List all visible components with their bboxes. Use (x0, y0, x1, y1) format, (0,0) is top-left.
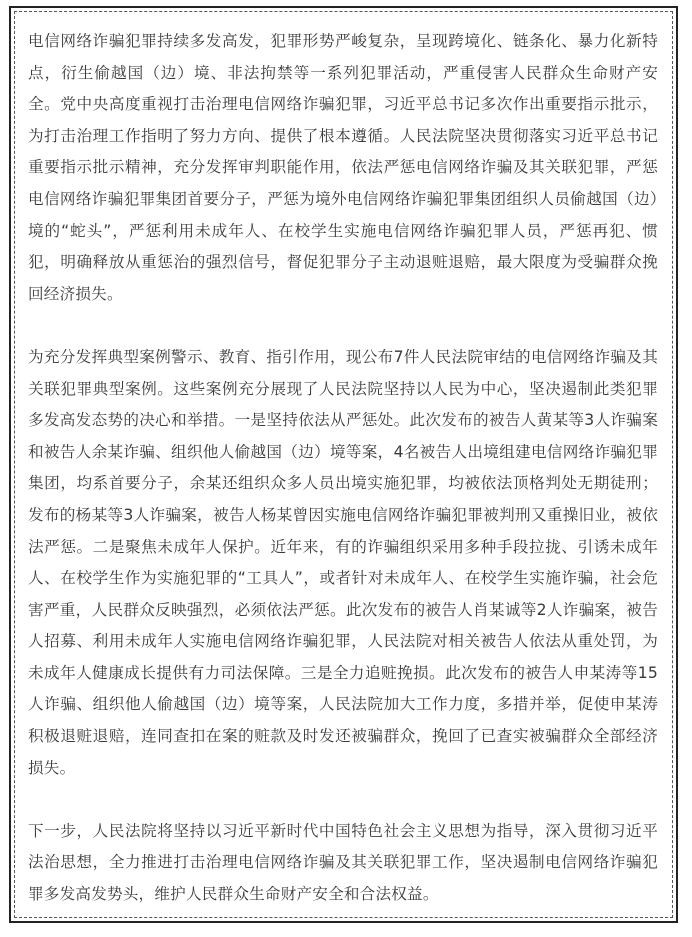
outer-border-frame (9, 6, 678, 923)
paragraph-3: 下一步，人民法院将坚持以习近平新时代中国特色社会主义思想为指导，深入贯彻习近平法治思想，全力推进打击治理电信网络诈骗及其关联犯罪工作，坚决遏制电信网络诈骗犯罪多发高发势头，维护人民群众生命财产安全和合法权益。 (28, 821, 658, 904)
paragraph-1: 电信网络诈骗犯罪持续多发高发，犯罪形势严峻复杂，呈现跨境化、链条化、暴力化新特点，衍生偷越国（边）境、非法拘禁等一系列犯罪活动，严重侵害人民群众生命财产安全。党中央高度重视打击治理电信网络诈骗犯罪，习近平总书记多次作出重要指示批示，为打击治理工作指明了努力方向、提供了根本遵循。人民法院坚决贯彻落实习近平总书记重要指示批示精神，充分发挥审判职能作用，依法严惩电信网络诈骗及其关联犯罪，严惩电信网络诈骗犯罪集团首要分子，严惩为境外电信网络诈骗犯罪集团组织人员偷越国（边）境的“蛇头”，严惩利用未成年人、在校学生实施电信网络诈骗犯罪人员，严惩再犯、惯犯，明确释放从重惩治的强烈信号，督促犯罪分子主动退赃退赔，最大限度为受骗群众挽回经济损失。 (28, 32, 658, 303)
dashed-inner-frame (14, 11, 673, 918)
paragraph-2: 为充分发挥典型案例警示、教育、指引作用，现公布7件人民法院审结的电信网络诈骗及其关联犯罪典型案例。这些案例充分展现了人民法院坚持以人民为中心，坚决遏制此类犯罪多发高发态势的决心和举措。一是坚持依法从严惩处。此次发布的被告人黄某等3人诈骗案和被告人余某诈骗、组织他人偷越国（边）境等案，4名被告人出境组建电信网络诈骗犯罪集团，均系首要分子，余某还组织众多人员出境实施犯罪，均被依法顶格判处无期徒刑；发布的杨某等3人诈骗案，被告人杨某曾因实施电信网络诈骗犯罪被判刑又重操旧业，被依法严惩。二是聚焦未成年人保护。近年来，有的诈骗组织采用多种手段拉拢、引诱未成年人、在校学生作为实施犯罪的“工具人”，或者针对未成年人、在校学生实施诈骗，社会危害严重，人民群众反映强烈，必须依法严惩。此次发布的被告人肖某诚等2人诈骗案，被告人招募、利用未成年人实施电信网络诈骗犯罪，人民法院对相关被告人依法从重处罚，为未成年人健康成长提供有力司法保障。三是全力追赃挽损。此次发布的被告人申某涛等15人诈骗、组织他人偷越国（边）境等案，人民法院加大工作力度，多措并举，促使申某涛积极退赃退赔，连同查扣在案的赃款及时发还被骗群众，挽回了已查实被骗群众全部经济损失。 (28, 347, 658, 777)
